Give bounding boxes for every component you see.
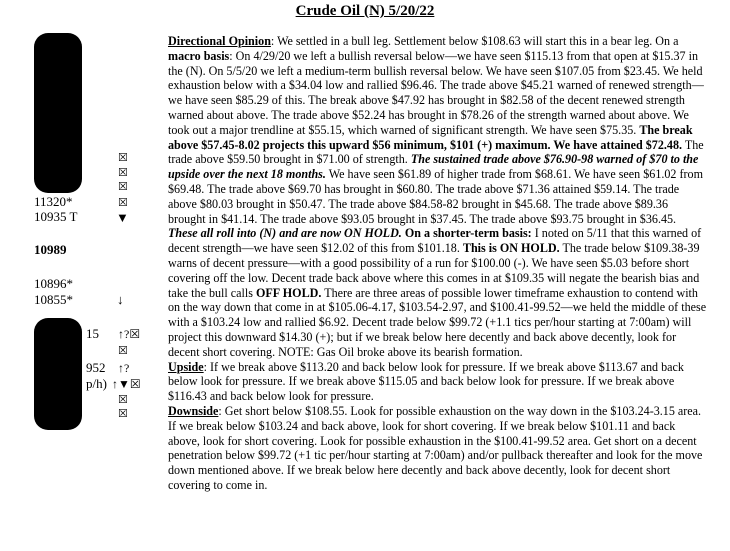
page-title: Crude Oil (N) 5/20/22 xyxy=(295,3,435,19)
level-value: p/h) xyxy=(86,376,107,391)
report-body xyxy=(168,34,708,493)
level-value: 15 xyxy=(86,326,99,341)
level-value: 10855* xyxy=(34,292,73,307)
downside-paragraph xyxy=(168,404,708,493)
redaction-block-top xyxy=(34,33,82,193)
section-heading: Directional Opinion xyxy=(168,34,271,48)
level-value-bold: 10989 xyxy=(34,242,67,257)
box-icon: ☒ xyxy=(118,408,128,420)
text-run: : On 4/29/20 we left a bullish reversal below—we have seen $115.13 from that open at $15.37 in the (N). On 5/5/20 we left a medium-term bullish reversal below. We have seen $107.05 from $23.45. We held exhaustion below with a $34.04 low and rallied $96.46. The trade above $45.21 warned of renewed strength—we have seen $85.29 of this. The break above $47.92 has brought in $82.58 of the decent renewed strength warned about above. The trade above $52.24 has brought in $78.26 of the strength warned about above. We took out a major trendline at $55.15, which warned of significant strength. We have seen $75.35. xyxy=(168,48,704,137)
upside-paragraph xyxy=(168,360,708,404)
arrow-up-question-icon: ↑? xyxy=(118,361,130,375)
macro-basis-label: macro basis xyxy=(168,48,230,63)
projection-text: The break above $57.45-8.02 projects this upward $56 minimum, $101 (+) maximum. We have attained $72.48. xyxy=(168,122,693,152)
redaction-block-bottom xyxy=(34,318,82,430)
level-value: 10896* xyxy=(34,276,73,291)
section-heading: Upside xyxy=(168,359,204,374)
directional-opinion-paragraph xyxy=(168,34,708,360)
text-run: The trade below $109.38-39 warns of decent pressure—with a good possibility of a run for $100.00 (-). We have seen $5.03 before short covering off the low. Decent trade back above where this comes in at $109.35 will negate the bearish bias and take the bull calls xyxy=(168,241,700,300)
arrow-down-icon: ↓ xyxy=(117,292,124,307)
level-value: 11320* xyxy=(34,194,73,209)
text-run: : Get short below $108.55. Look for possible exhaustion on the way down in the $103.24-3.15 area. If we break below $103.24 and back above, look for short covering. If we break below $101.11 and back above, look for short covering. Look for possible exhaustion in the $100.41-99.52 area. Get short on a decent penetration below $99.72 (+1 tic per/hour starting at 7:00am) and/or pullback thereafter and look for the move down mentioned above. If we break below here decently and back above decently, look for decent short covering to come in. xyxy=(168,403,703,492)
box-icon: ☒ xyxy=(118,345,128,357)
box-icon: ☒ xyxy=(118,197,128,209)
box-icon: ☒ xyxy=(118,167,128,179)
text-run: There are three areas of possible lower timeframe exhaustion to contend with on the way down that come in at $105.06-4.17, $103.54-2.97, and $100.41-99.52—we held the middle of these with a $103.24 low and rallied $6.92. Decent trade below $99.72 (+1.1 tics per/hour starting at 7:00am) will project this downward $14.30 (+); but if we break below here decently and back above decently, look for decent short covering. NOTE: Gas Oil broke above its bearish formation. xyxy=(168,285,707,359)
level-value: 10935 T xyxy=(34,209,78,224)
box-icon: ☒ xyxy=(118,394,128,406)
text-run: : We settled in a bull leg. Settlement below $108.63 will start this in a bear leg. On a xyxy=(270,34,679,48)
hold-label: This is ON HOLD. xyxy=(462,241,560,256)
warning-text: The sustained trade above $76.90-98 warned of $70 to the upside over the next 18 months. xyxy=(168,152,699,182)
section-heading: Downside xyxy=(168,403,219,418)
text-run: : If we break above $113.20 and back below look for pressure. If we break above $113.67 and back below look for pressure. If we break above $115.05 and back below look for pressure. If we break above $116.43 and back below look for pressure. xyxy=(168,359,684,404)
text-run: The trade above $59.50 brought in $71.00 of strength. xyxy=(168,137,704,167)
arrow-up-triangle-icon: ↑▼☒ xyxy=(112,377,141,391)
text-run: We have seen $61.89 of higher trade from $68.61. We have seen $61.02 from $69.48. The trade above $69.70 has brought in $60.80. The trade above $71.36 attained $59.14. The trade above $80.03 brought in $50.47. The trade above $84.58-82 brought in $45.68. The trade above $89.36 brought in $41.14. The trade above $93.05 brought in $37.45. The trade above $93.75 brought in $36.45. xyxy=(168,167,704,226)
triangle-down-icon: ▼ xyxy=(116,210,129,225)
on-hold-text: These all roll into (N) and are now ON HOLD. xyxy=(168,226,402,241)
shorter-term-label: On a shorter-term basis: xyxy=(401,226,532,241)
level-value: 952 xyxy=(86,360,106,375)
box-icon: ☒ xyxy=(118,152,128,164)
box-icon: ☒ xyxy=(118,181,128,193)
text-run: I noted on 5/11 that this warned of decent strength—we have seen $12.02 of this from $101.18. xyxy=(168,226,702,256)
off-hold-label: OFF HOLD. xyxy=(256,285,322,300)
arrow-up-question-icon: ↑?☒ xyxy=(118,327,141,341)
